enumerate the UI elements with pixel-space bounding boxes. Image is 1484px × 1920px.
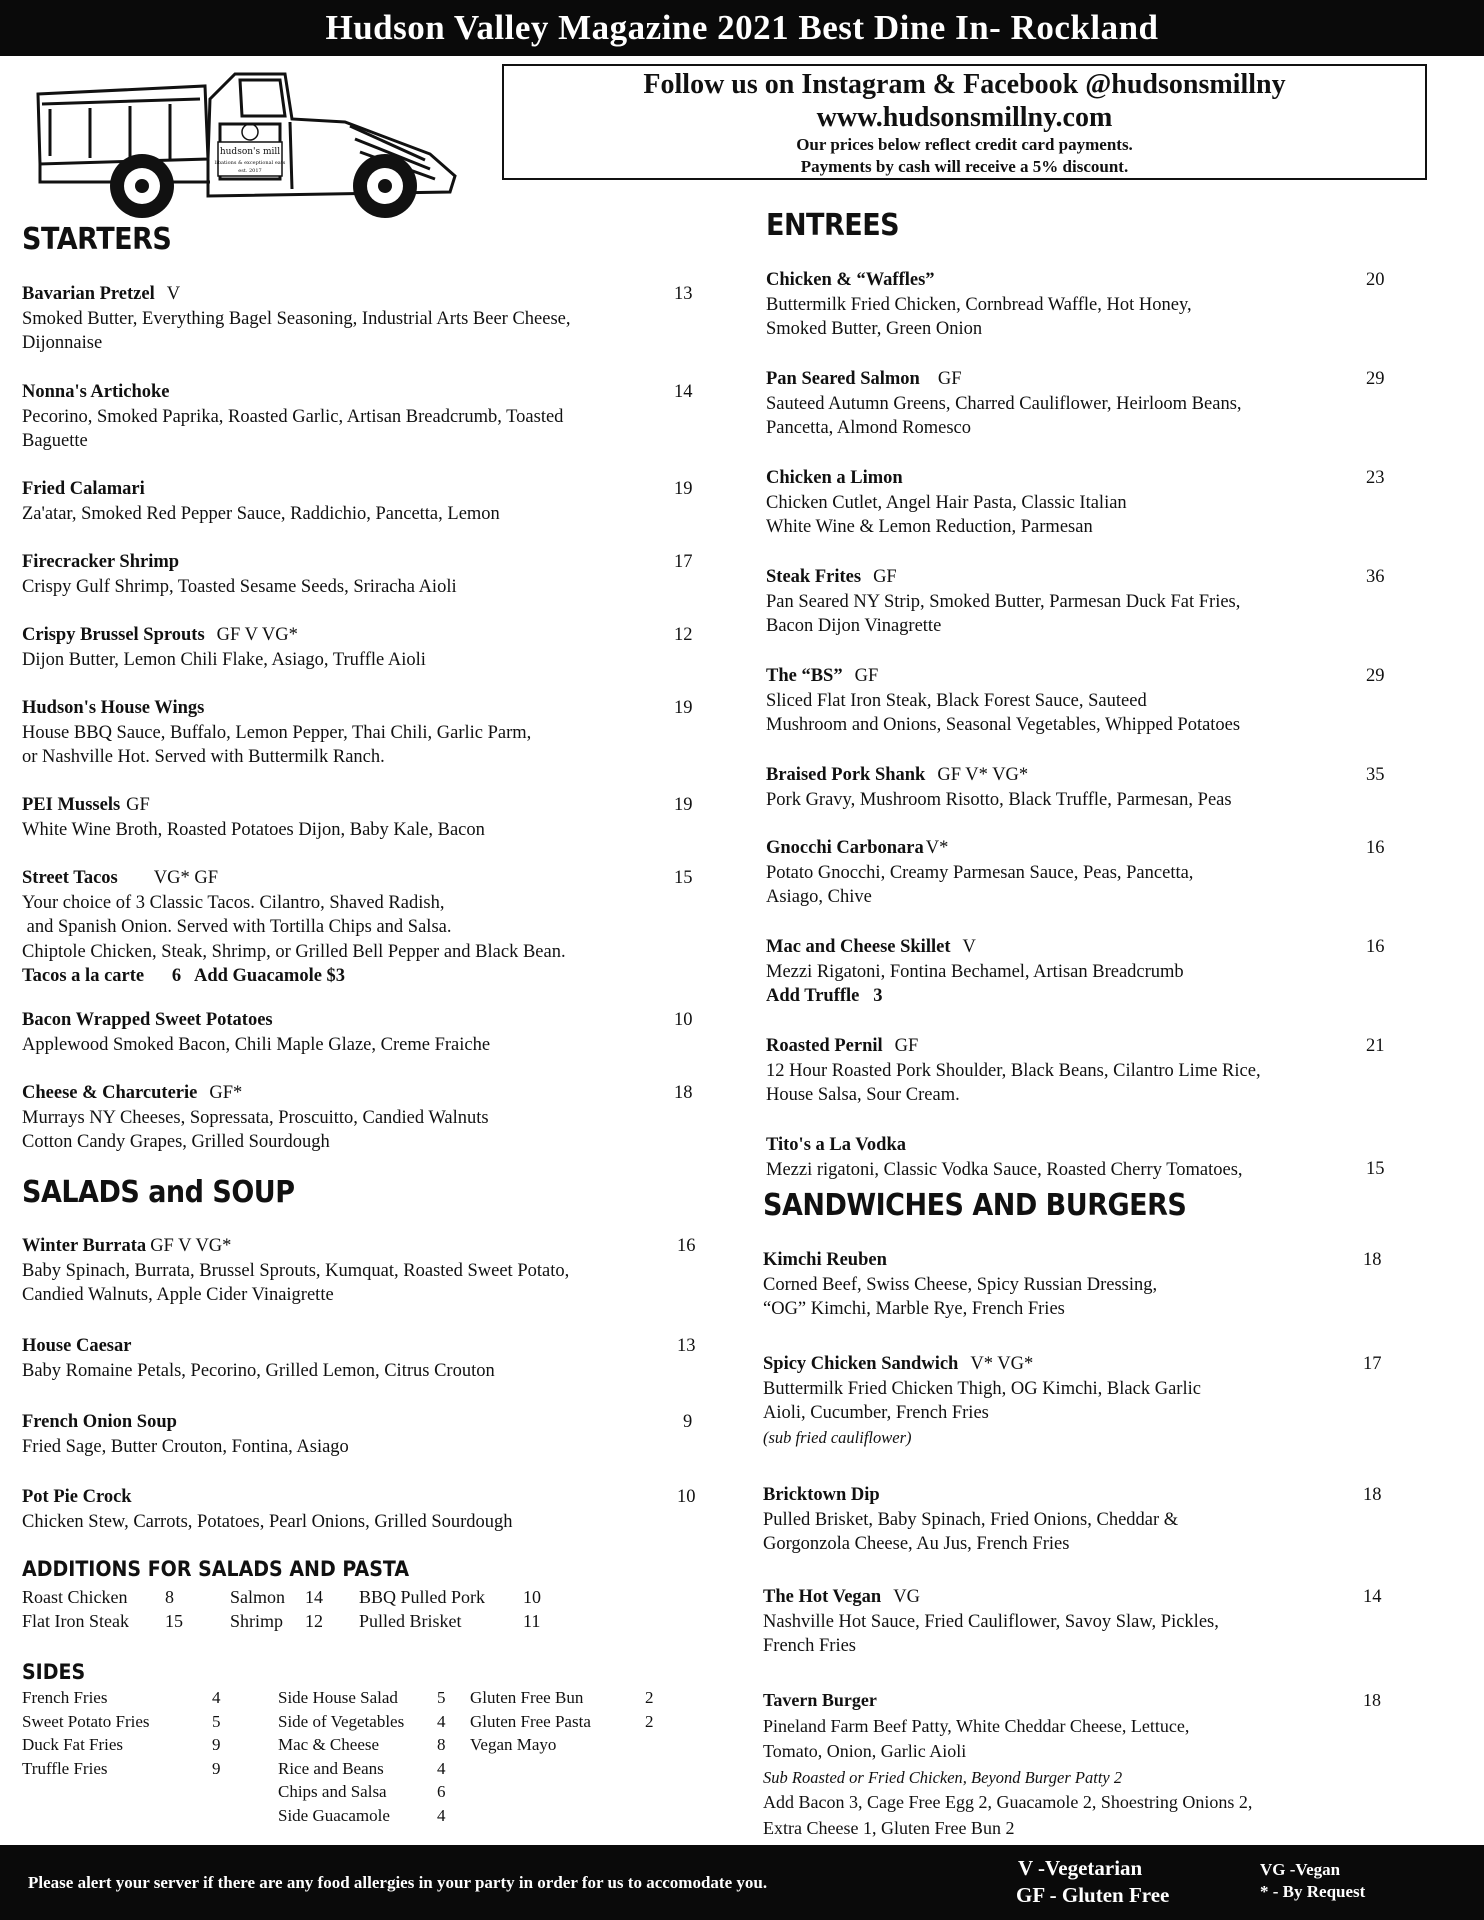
allergy-alert: Please alert your server if there are any food allergies in your party in order for us to accomodate you. [28,1873,768,1892]
item-name: Tito's a La Vodka [766,1135,907,1155]
item-description: Pulled Brisket, Baby Spinach, Fried Onions, Cheddar & [763,1509,1179,1530]
item-name: Crispy Brussel Sprouts [22,625,205,645]
item-description: Mezzi rigatoni, Classic Vodka Sauce, Roasted Cherry Tomatoes, [766,1159,1243,1180]
menu-item [766,565,1396,639]
item-description: Pork Gravy, Mushroom Risotto, Black Truffle, Parmesan, Peas [766,789,1232,810]
additions-table [22,1585,582,1633]
side-price: 5 [212,1711,221,1731]
menu-item [22,1334,712,1383]
item-price: 13 [677,1336,696,1356]
item-name: Nonna's Artichoke [22,382,170,402]
menu-item [763,1248,1396,1322]
legend-vegetarian: V -Vegetarian [1018,1856,1143,1880]
sides-col-1 [22,1686,222,1780]
additions-row [22,1609,582,1633]
payment-note-1: Our prices below reflect credit card payments. [796,135,1133,154]
side-price: 9 [212,1758,221,1778]
item-price: 16 [677,1236,696,1256]
item-name: Cheese & Charcuterie [22,1083,198,1103]
side-name: Duck Fat Fries [22,1735,124,1754]
addition-name: Salmon [230,1587,286,1607]
menu-item [766,268,1396,342]
item-price: 16 [1366,838,1385,858]
item-name: Steak Frites [766,567,862,587]
side-price: 8 [437,1735,446,1754]
sides-heading: SIDES [22,1660,86,1685]
item-description: Pineland Farm Beef Patty, White Cheddar Cheese, Lettuce, [763,1715,1190,1736]
addition-price: 10 [523,1587,541,1607]
menu-item [763,1585,1396,1659]
menu-item [766,1133,1396,1182]
item-description: Sauteed Autumn Greens, Charred Cauliflower, Heirloom Beans, [766,393,1242,414]
menu-item [22,550,702,599]
item-description: Pan Seared NY Strip, Smoked Butter, Parmesan Duck Fat Fries, [766,591,1241,612]
item-description: Extra Cheese 1, Gluten Free Bun 2 [763,1817,1015,1838]
side-price: 5 [437,1688,446,1707]
item-name: House Caesar [22,1336,132,1356]
item-tag: GF [937,369,962,389]
item-name: Fried Calamari [22,479,145,499]
item-description: House Salsa, Sour Cream. [766,1085,960,1105]
item-tag: V* [925,838,949,858]
item-price: 18 [1363,1690,1381,1710]
sides-col-3 [470,1686,670,1757]
menu-item [766,664,1396,738]
item-description: Asiago, Chive [766,887,872,907]
item-name: Bricktown Dip [763,1485,880,1505]
menu-item [22,1410,712,1459]
item-name: Firecracker Shrimp [22,552,180,572]
item-description: Fried Sage, Butter Crouton, Fontina, Asiago [22,1436,349,1457]
item-price: 29 [1366,666,1385,686]
item-name: Kimchi Reuben [763,1250,887,1270]
side-price: 6 [437,1782,446,1801]
item-note: Sub Roasted or Fried Chicken, Beyond Burger Patty 2 [763,1767,1123,1787]
truck-sign-line2: libations & exceptional eats [214,160,286,166]
item-price: 14 [1363,1587,1382,1607]
side-name: Chips and Salsa [278,1782,387,1801]
item-note: (sub fried cauliflower) [763,1427,912,1447]
item-tag: GF [854,666,879,686]
side-price: 2 [645,1688,654,1707]
addition-name: Roast Chicken [22,1587,128,1607]
item-price: 17 [674,552,693,572]
payment-note-2: Payments by cash will receive a 5% discount. [800,157,1129,176]
item-description: Nashville Hot Sauce, Fried Cauliflower, Savoy Slaw, Pickles, [763,1611,1219,1632]
item-name: Tavern Burger [763,1690,877,1710]
legend-by-request: * - By Request [1260,1882,1366,1901]
legend-secondary [1260,1859,1365,1903]
item-description: Za'atar, Smoked Red Pepper Sauce, Raddichio, Pancetta, Lemon [22,503,500,524]
addition-name: Flat Iron Steak [22,1611,129,1631]
item-description: Baby Romaine Petals, Pecorino, Grilled Lemon, Citrus Crouton [22,1360,495,1381]
item-name: French Onion Soup [22,1412,177,1432]
menu-item [22,793,702,842]
menu-item [763,1483,1396,1557]
item-description: Smoked Butter, Green Onion [766,319,983,339]
menu-item [766,935,1396,1009]
starters-heading: STARTERS [22,222,172,257]
item-price: 18 [674,1083,693,1103]
side-name: Truffle Fries [22,1758,108,1778]
item-name: Chicken a Limon [766,468,903,488]
item-description: Dijon Butter, Lemon Chili Flake, Asiago, Truffle Aioli [22,649,426,670]
item-name: Chicken & “Waffles” [766,270,935,290]
item-price: 10 [677,1487,696,1507]
sandwiches-heading: SANDWICHES AND BURGERS [763,1188,1187,1223]
item-name: Roasted Pernil [766,1036,883,1056]
menu-item [766,836,1396,910]
legend-primary [1016,1855,1169,1909]
legend-gluten-free: GF - Gluten Free [1016,1883,1170,1907]
menu-item [22,696,702,770]
item-price: 29 [1366,369,1385,389]
item-price: 23 [1366,468,1385,488]
item-tag: GF* [209,1083,243,1103]
item-description: Chicken Stew, Carrots, Potatoes, Pearl Onions, Grilled Sourdough [22,1511,513,1532]
item-price: 19 [674,795,693,815]
menu-item [22,380,702,454]
side-name: Side of Vegetables [278,1711,405,1731]
addition-price: 14 [305,1587,323,1607]
item-price: 12 [674,625,693,645]
item-description: House BBQ Sauce, Buffalo, Lemon Pepper, Thai Chili, Garlic Parm, [22,722,532,743]
menu-item [766,367,1396,441]
item-price: 14 [674,382,693,402]
side-name: French Fries [22,1688,108,1707]
item-name: The Hot Vegan [763,1587,882,1607]
item-name: Pan Seared Salmon [766,369,920,389]
item-name: Gnocchi Carbonara [766,838,924,858]
item-description: Dijonnaise [22,333,103,353]
menu-item [766,1034,1396,1108]
item-description: Bacon Dijon Vinagrette [766,616,942,636]
additions-heading: ADDITIONS FOR SALADS AND PASTA [22,1557,410,1582]
item-description: Baguette [22,431,88,451]
menu-item [22,1485,712,1534]
item-description: Applewood Smoked Bacon, Chili Maple Glaze, Creme Fraiche [22,1034,491,1055]
item-name: Pot Pie Crock [22,1487,132,1507]
item-name: Hudson's House Wings [22,698,205,718]
item-description: Crispy Gulf Shrimp, Toasted Sesame Seeds, Sriracha Aioli [22,576,457,597]
item-description: Murrays NY Cheeses, Sopressata, Proscuitto, Candied Walnuts [22,1107,489,1128]
side-price: 4 [212,1688,221,1707]
item-description: Add Bacon 3, Cage Free Egg 2, Guacamole 2, Shoestring Onions 2, [763,1792,1253,1812]
item-price: 18 [1363,1485,1382,1505]
side-price: 9 [212,1735,221,1754]
item-name: Mac and Cheese Skillet [766,937,951,957]
item-extra: Tacos a la carte 6 Add Guacamole $3 [22,966,346,986]
item-description: Pecorino, Smoked Paprika, Roasted Garlic, Artisan Breadcrumb, Toasted [22,406,564,427]
side-name: Rice and Beans [278,1758,384,1778]
item-tag: GF V VG* [216,625,298,645]
item-price: 18 [1363,1250,1382,1270]
item-price: 19 [674,479,693,499]
item-description: Pancetta, Almond Romesco [766,418,972,438]
addition-name: Pulled Brisket [359,1611,462,1631]
item-name: Bacon Wrapped Sweet Potatoes [22,1010,273,1030]
side-name: Mac & Cheese [278,1735,380,1754]
website: www.hudsonsmillny.com [816,102,1113,133]
item-description: Smoked Butter, Everything Bagel Seasoning, Industrial Arts Beer Cheese, [22,308,571,329]
side-price: 2 [645,1711,654,1731]
item-price: 10 [674,1010,693,1030]
item-tag: GF [894,1036,919,1056]
item-description: White Wine Broth, Roasted Potatoes Dijon, Baby Kale, Bacon [22,819,485,840]
footer-bar [0,1845,1484,1920]
item-description: or Nashville Hot. Served with Buttermilk Ranch. [22,747,385,767]
addition-price: 8 [165,1587,174,1607]
item-tag: V [962,937,976,957]
side-name: Gluten Free Pasta [470,1711,591,1731]
item-tag: GF [126,795,150,815]
item-description: French Fries [763,1636,856,1656]
item-description: 12 Hour Roasted Pork Shoulder, Black Beans, Cilantro Lime Rice, [766,1060,1261,1081]
menu-item [22,1081,702,1155]
item-name: The “BS” [766,666,843,686]
page-title: Hudson Valley Magazine 2021 Best Dine In- Rockland [325,8,1159,47]
legend-vegan: VG -Vegan [1260,1860,1341,1879]
additions-row [22,1585,582,1609]
menu-item [22,477,702,526]
entrees-heading: ENTREES [766,208,900,243]
item-price: 13 [674,284,693,304]
item-price: 21 [1366,1036,1385,1056]
item-tag: GF V VG* [150,1236,232,1256]
item-tag: V [166,284,181,304]
item-description: Sliced Flat Iron Steak, Black Forest Sauce, Sauteed [766,690,1147,711]
item-description: Chicken Cutlet, Angel Hair Pasta, Classic Italian [766,492,1127,513]
item-price: 35 [1366,765,1385,785]
menu-item [22,1008,702,1057]
item-description: Buttermilk Fried Chicken, Cornbread Waffle, Hot Honey, [766,294,1192,315]
item-description: Buttermilk Fried Chicken Thigh, OG Kimchi, Black Garlic [763,1378,1201,1399]
item-price: 16 [1366,937,1385,957]
item-name: Winter Burrata [22,1236,147,1256]
item-description: Candied Walnuts, Apple Cider Vinaigrette [22,1285,334,1305]
item-description: Corned Beef, Swiss Cheese, Spicy Russian Dressing, [763,1274,1158,1295]
header-bar [0,0,1484,56]
item-tag: VG* GF [153,868,219,888]
side-name: Sweet Potato Fries [22,1711,150,1731]
addition-name: BBQ Pulled Pork [359,1587,486,1607]
item-name: PEI Mussels [22,795,121,815]
menu-item [766,763,1396,812]
item-description: “OG” Kimchi, Marble Rye, French Fries [763,1299,1065,1319]
side-price: 4 [437,1805,446,1825]
side-name: Gluten Free Bun [470,1688,584,1707]
item-name: Bavarian Pretzel [22,284,155,304]
item-tag: GF V* VG* [937,765,1029,785]
item-description: Mushroom and Onions, Seasonal Vegetables, Whipped Potatoes [766,715,1241,735]
truck-sign-line3: est. 2017 [238,168,262,174]
item-price: 15 [1366,1159,1385,1179]
item-description: Cotton Candy Grapes, Grilled Sourdough [22,1132,330,1152]
item-price: 20 [1366,270,1385,290]
item-name: Braised Pork Shank [766,765,926,785]
menu-item [22,1234,712,1308]
menu-item [763,1352,1396,1450]
addition-price: 12 [305,1611,323,1631]
item-description: Chiptole Chicken, Steak, Shrimp, or Grilled Bell Pepper and Black Bean. [22,941,566,962]
side-name: Vegan Mayo [470,1735,557,1754]
item-description: Mezzi Rigatoni, Fontina Bechamel, Artisan Breadcrumb [766,961,1184,982]
addition-name: Shrimp [230,1611,284,1631]
item-description: Aioli, Cucumber, French Fries [763,1403,989,1423]
item-price: 9 [683,1412,693,1432]
item-name: Street Tacos [22,868,118,888]
addition-price: 15 [165,1611,183,1631]
side-name: Side House Salad [278,1688,398,1707]
social-handle: Follow us on Instagram & Facebook @hudsonsmillny [643,69,1286,100]
item-price: 36 [1366,567,1385,587]
truck-sign-line1: hudson's mill [219,147,281,157]
item-description: Your choice of 3 Classic Tacos. Cilantro, Shaved Radish, [22,892,445,913]
item-description: White Wine & Lemon Reduction, Parmesan [766,517,1093,537]
item-description: and Spanish Onion. Served with Tortilla Chips and Salsa. [22,917,452,937]
item-tag: VG [893,1587,920,1607]
item-tag: V* VG* [970,1354,1034,1374]
side-price: 4 [437,1711,446,1731]
side-price: 4 [437,1758,446,1778]
item-description: Gorgonzola Cheese, Au Jus, French Fries [763,1534,1070,1554]
item-price: 17 [1363,1354,1382,1374]
item-price: 19 [674,698,693,718]
item-description: Baby Spinach, Burrata, Brussel Sprouts, Kumquat, Roasted Sweet Potato, [22,1260,570,1281]
item-price: 15 [674,868,693,888]
item-description: Potato Gnocchi, Creamy Parmesan Sauce, Peas, Pancetta, [766,862,1194,883]
side-name: Side Guacamole [278,1805,390,1825]
item-extra: Add Truffle 3 [766,986,883,1006]
salads-heading: SALADS and SOUP [22,1175,295,1210]
addition-price: 11 [523,1611,541,1631]
item-name: Spicy Chicken Sandwich [763,1354,959,1374]
menu-item [22,866,702,989]
menu-item [22,282,702,356]
menu-item [22,623,702,672]
item-tag: GF [873,567,897,587]
truck-illustration [30,64,470,224]
menu-item [763,1688,1396,1841]
item-description: Tomato, Onion, Garlic Aioli [763,1741,967,1761]
social-info-box [502,64,1427,180]
sides-col-2 [278,1686,468,1827]
menu-item [766,466,1396,540]
